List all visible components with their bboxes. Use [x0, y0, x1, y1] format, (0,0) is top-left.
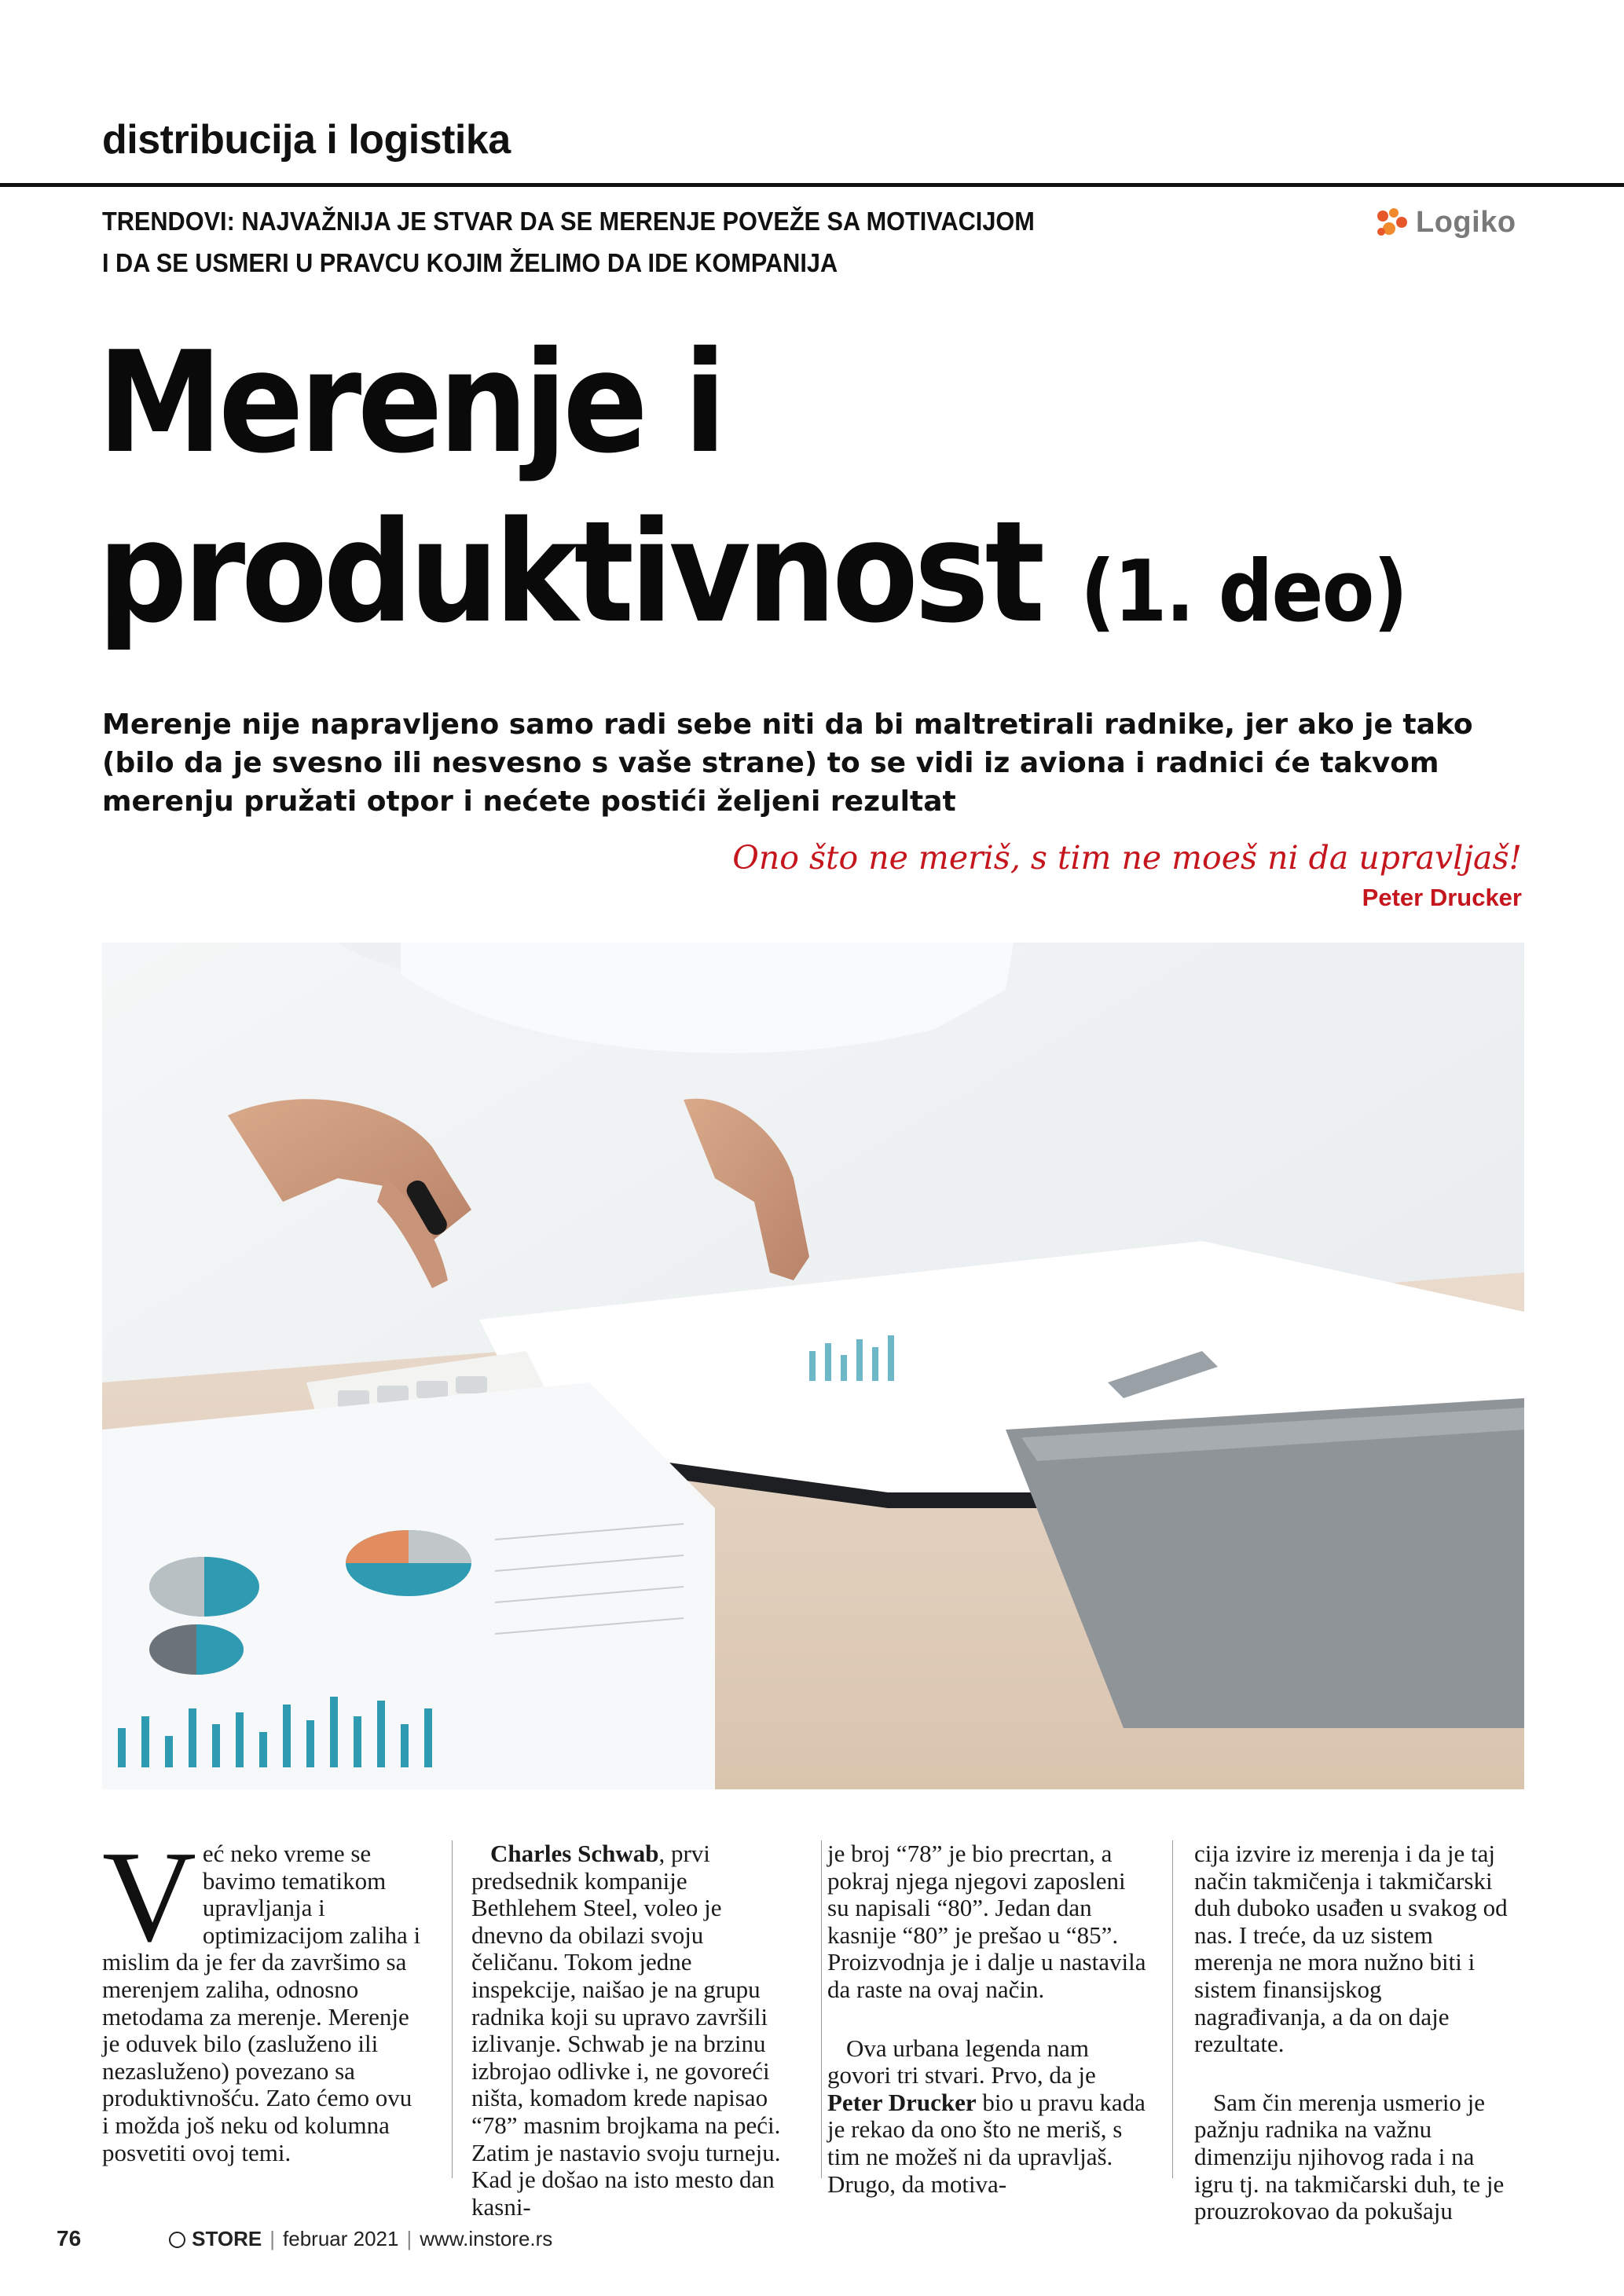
column-1-text: eć neko vreme se bavimo tematikom upravljanja i optimizacijom zaliha i mislim da je fer da završimo sa merenjem zaliha, odnosno metodama za merenje. Merenje je oduvek bilo (zasluženo ili nezasluženo) povezano sa produktivnošću. Zato ćemo ovu i možda još neku od kolumna posvetiti ovoj temi.: [102, 1840, 421, 2166]
name-peter-drucker: Peter Drucker: [827, 2088, 977, 2116]
headline-word: produktivnost: [97, 491, 1041, 654]
headline: [97, 318, 1406, 677]
column-3-text-a: Ova urbana legenda nam govori tri stvari. Prvo, da je: [827, 2034, 1096, 2089]
headline-line-2: [97, 488, 1406, 677]
column-rule: [1172, 1840, 1173, 2178]
quote-author: Peter Drucker: [1362, 884, 1522, 911]
headline-part: (1. deo): [1080, 543, 1407, 641]
issue-date: februar 2021: [283, 2226, 399, 2250]
headline-line-1: Merenje i: [97, 321, 723, 484]
column-rule: [452, 1840, 453, 2178]
logo-text: Logiko: [1416, 205, 1516, 239]
column-4-paragraph-2: Sam čin merenja usmerio je pažnju radnika na važnu dimenziju njihovog rada i na igru tj. na takmičarski duh, te je prouzrokovao da pokušaju: [1194, 2088, 1505, 2225]
column-rule: [821, 1840, 822, 2178]
page-number: 76: [57, 2226, 82, 2250]
logiko-logo: [1375, 203, 1516, 242]
article-photo: [102, 943, 1524, 1789]
top-rule: [0, 183, 1624, 187]
name-charles-schwab: Charles Schwab: [490, 1840, 659, 1867]
store-logo-icon: [169, 2232, 185, 2248]
drop-cap: V: [102, 1824, 196, 1968]
logo-mark-icon: [1375, 207, 1411, 238]
column-2: [471, 1840, 794, 2221]
magazine-name: STORE: [192, 2226, 262, 2250]
pull-quote: Ono što ne meriš, s tim ne moeš ni da upravljaš!: [732, 839, 1522, 877]
kicker-line-2: I DA SE USMERI U PRAVCU KOJIM ŽELIMO DA IDE KOMPANIJA: [102, 248, 838, 277]
column-3: [827, 1840, 1149, 2198]
lead-paragraph: Merenje nije napravljeno samo radi sebe niti da bi maltretirali radnike, jer ako je tako (bilo da je svesno ili nesvesno s vaše strane) to se vidi iz aviona i radnici će takvom merenju pružati otpor i nećete postići željeni rezultat: [102, 709, 1473, 818]
website: www.instore.rs: [420, 2226, 553, 2250]
article-body: [102, 1824, 1524, 2225]
section-title: distribucija i logistika: [102, 117, 511, 163]
kicker: [102, 200, 1198, 284]
column-3-text-b: bio u pravu kada je rekao da ono što ne meriš, s tim ne možeš ni da upravljaš. Drugo, da motiva-: [827, 2088, 1146, 2198]
kicker-line-1: TRENDOVI: NAJVAŽNIJA JE STVAR DA SE MERENJE POVEŽE SA MOTIVACIJOM: [102, 207, 1035, 236]
column-4-paragraph-1: cija izvire iz merenja i da je taj način takmičenja i takmičarski duh duboko usađen u svakog od nas. I treće, da uz sistem merenja ne mora nužno biti i sistem finansijskog nagrađivanja, a da on daje rezultate.: [1194, 1840, 1508, 2058]
column-1: [102, 1824, 424, 2166]
page-footer: [57, 2226, 552, 2251]
column-2-text: , prvi predsednik kompanije Bethlehem Steel, voleo je dnevno da obilazi svoju čeličanu. Tokom jedne inspekcije, naišao je na grupu radnika koji su upravo završili izlivanje. Schwab je na brzinu izbrojao odlivke i, ne govoreći ništa, komadom krede napisao “78” masnim brojkama na peći. Zatim je nastavio svoju turneju. Kad je došao na isto mesto dan kasni-: [471, 1840, 781, 2221]
footer-separator: |: [406, 2226, 412, 2250]
column-3-paragraph-1: je broj “78” je bio precrtan, a pokraj njega njegovi zaposleni su napisali “80”. Jedan dan kasnije “80” je prešao u “85”. Proizvodnja je i dalje u nastavila da raste na ovaj način.: [827, 1840, 1146, 2003]
footer-separator: |: [269, 2226, 276, 2250]
column-4: [1194, 1840, 1516, 2225]
